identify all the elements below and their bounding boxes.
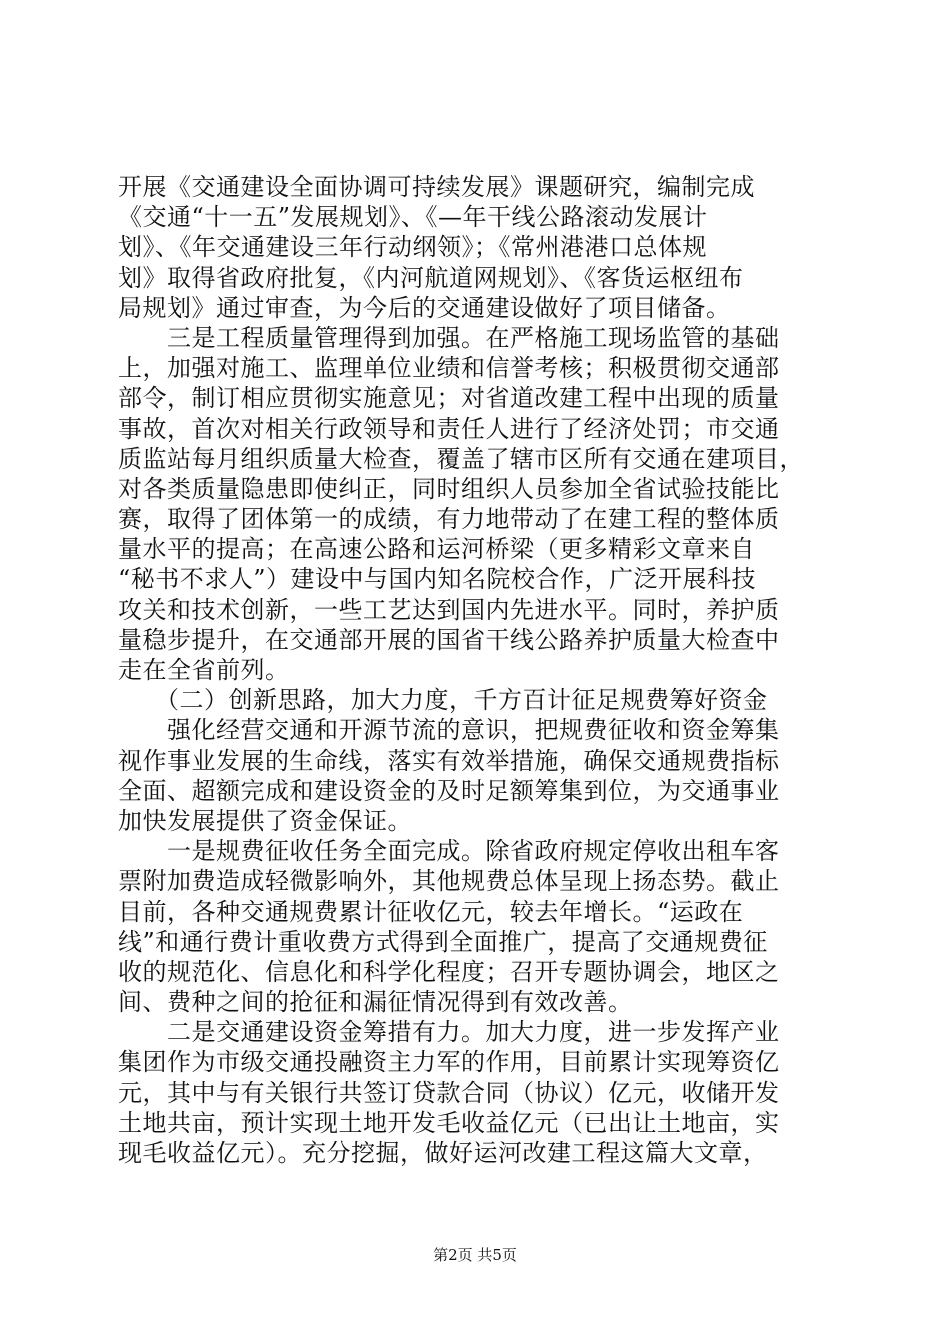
page-footer: 第2页 共5页 (433, 1246, 517, 1264)
text-line: 上，加强对施工、监理单位业绩和信誉考核；积极贯彻交通部 (118, 354, 780, 383)
text-line: 量稳步提升，在交通部开展的国省干线公路养护质量大检查中 (118, 625, 780, 654)
text-line: 线”和通行费计重收费方式得到全面推广，提高了交通规费征 (118, 927, 768, 956)
text-line: “秘书不求人”）建设中与国内知名院校合作，广泛开展科技 (118, 565, 757, 594)
text-line: 《交通“十一五”发展规划》、《—年干线公路滚动发展计 (118, 203, 708, 232)
text-line: 对各类质量隐患即使纠正，同时组织人员参加全省试验技能比 (118, 474, 780, 503)
text-line: 走在全省前列。 (118, 656, 290, 684)
text-line: 票附加费造成轻微影响外，其他规费总体呈现上扬态势。截止 (118, 867, 780, 896)
text-line: 局规划》通过审查，为今后的交通建设做好了项目储备。 (118, 293, 731, 322)
text-line: 间、费种之间的抢征和漏征情况得到有效改善。 (118, 988, 633, 1017)
text-line: 一是规费征收任务全面完成。除省政府规定停收出租车客 (118, 837, 780, 866)
text-line: 目前，各种交通规费累计征收亿元，较去年增长。“运政在 (118, 897, 744, 926)
text-line: 量水平的提高；在高速公路和运河桥梁（更多精彩文章来自 (118, 535, 755, 564)
text-line: 开展《交通建设全面协调可持续发展》课题研究，编制完成 (118, 173, 755, 201)
text-line: 划》、《年交通建设三年行动纲领》；《常州港港口总体规 (118, 233, 707, 262)
text-line: 划》取得省政府批复，《内河航道网规划》、《客货运枢纽布 (118, 263, 744, 292)
text-line: 视作事业发展的生命线，落实有效举措施，确保交通规费指标 (118, 746, 780, 775)
text-line: 集团作为市级交通投融资主力军的作用，目前累计实现筹资亿 (118, 1048, 780, 1077)
text-line: 质监站每月组织质量大检查，覆盖了辖市区所有交通在建项目， (118, 444, 804, 473)
text-line: 现毛收益亿元）。充分挖掘，做好运河改建工程这篇大文章， (118, 1139, 768, 1167)
document-body (118, 172, 838, 1168)
text-line: （二）创新思路，加大力度，千方百计征足规费筹好资金 (118, 686, 768, 715)
text-line: 强化经营交通和开源节流的意识，把规费征收和资金筹集 (118, 716, 780, 745)
text-line: 攻关和技术创新，一些工艺达到国内先进水平。同时，养护质 (118, 595, 780, 624)
text-line: 部令，制订相应贯彻实施意见；对省道改建工程中出现的质量 (118, 384, 780, 413)
text-line: 事故，首次对相关行政领导和责任人进行了经济处罚；市交通 (118, 414, 780, 443)
text-line: 二是交通建设资金筹措有力。加大力度，进一步发挥产业 (118, 1018, 780, 1047)
text-line: 赛，取得了团体第一的成绩，有力地带动了在建工程的整体质 (118, 505, 780, 534)
text-line: 土地共亩，预计实现土地开发毛收益亿元（已出让土地亩，实 (118, 1108, 780, 1137)
text-line: 加快发展提供了资金保证。 (118, 806, 412, 835)
text-line: 三是工程质量管理得到加强。在严格施工现场监管的基础 (118, 323, 780, 352)
text-line: 全面、超额完成和建设资金的及时足额筹集到位，为交通事业 (118, 776, 780, 805)
text-line: 元，其中与有关银行共签订贷款合同（协议）亿元，收储开发 (118, 1078, 780, 1107)
text-line: 收的规范化、信息化和科学化程度；召开专题协调会，地区之 (118, 957, 780, 986)
